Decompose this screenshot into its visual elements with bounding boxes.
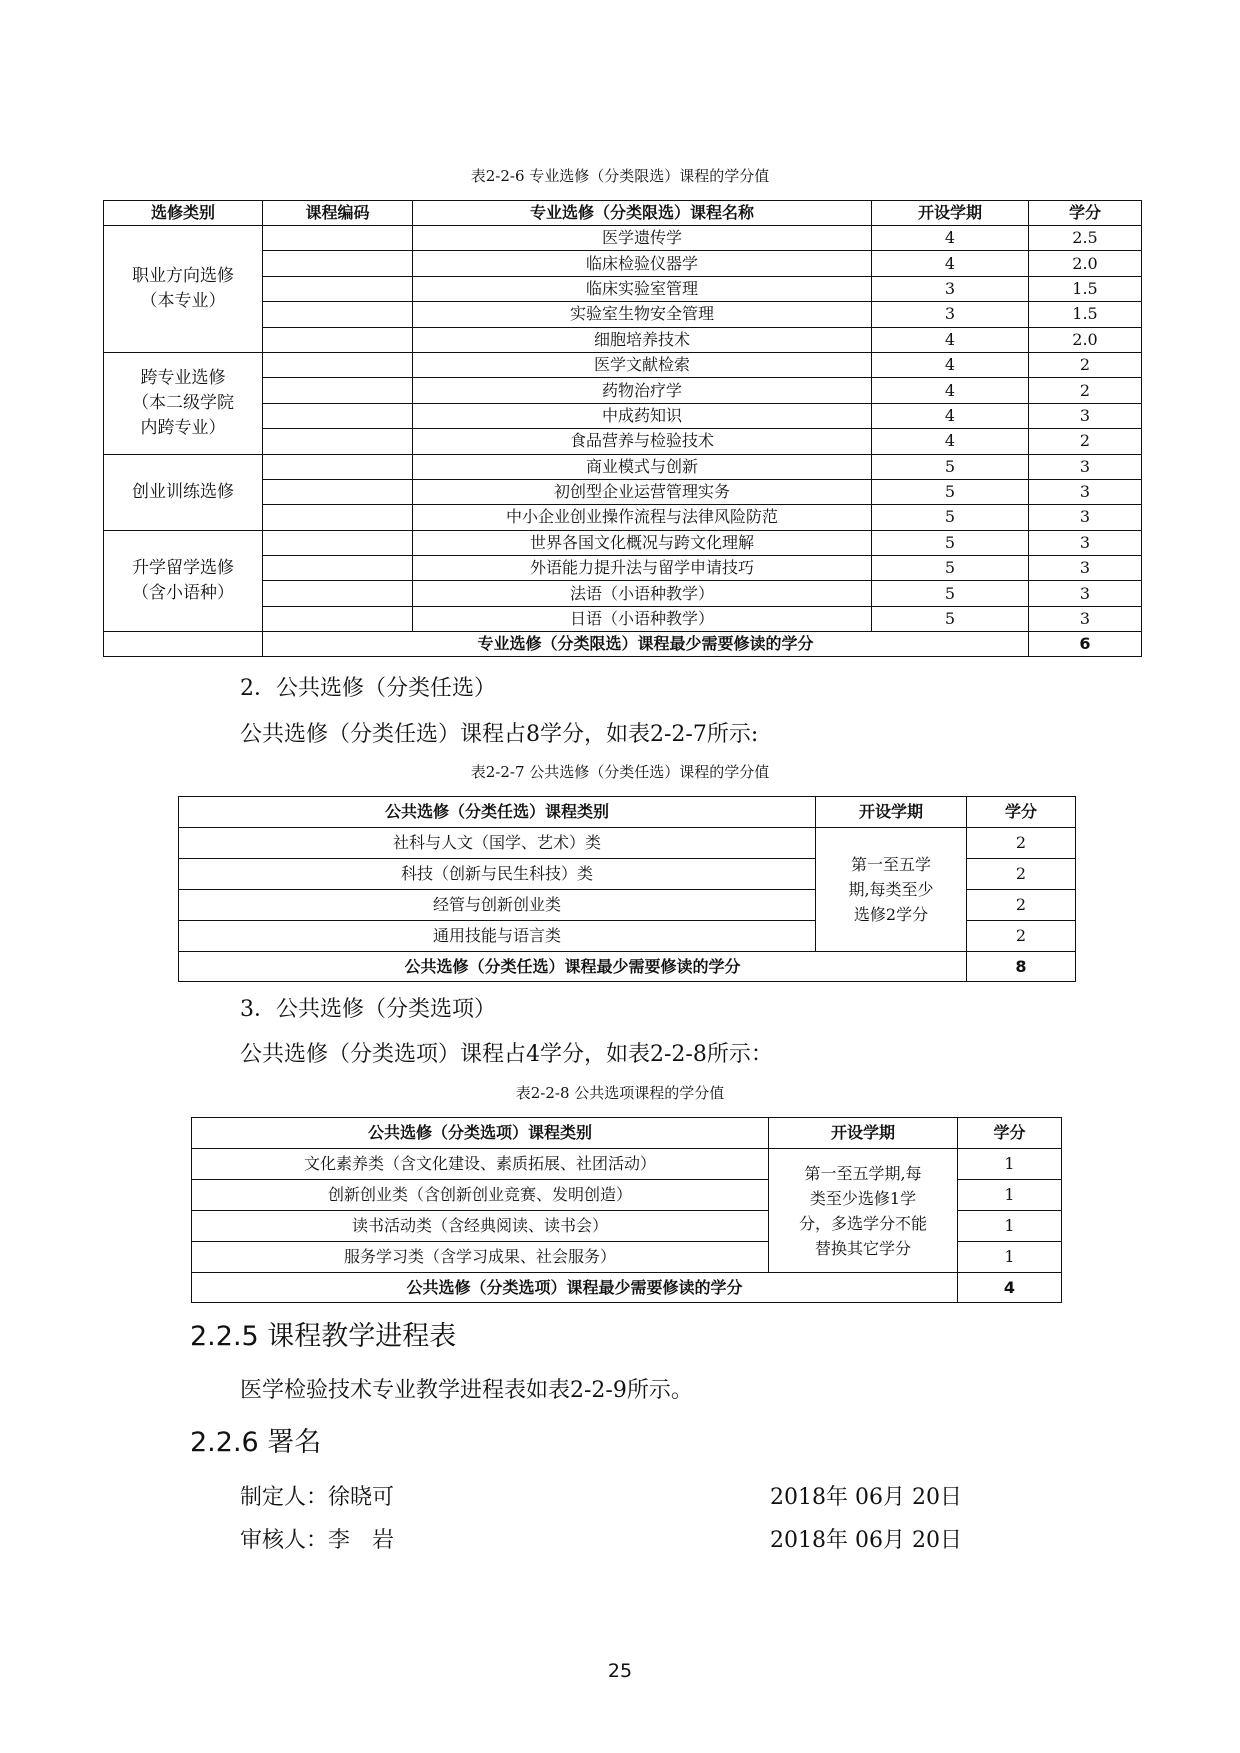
table6-code-cell bbox=[263, 226, 413, 251]
page-number: 25 bbox=[607, 1660, 633, 1682]
table6-code-cell bbox=[263, 479, 413, 504]
table6-header-name: 专业选修（分类限选）课程名称 bbox=[413, 201, 872, 226]
table6 bbox=[103, 200, 1142, 657]
maker-label: 制定人：徐晓可 bbox=[240, 1485, 395, 1510]
table7-total-value: 8 bbox=[967, 952, 1076, 982]
table6-term: 4 bbox=[872, 403, 1029, 428]
table-row bbox=[104, 454, 1142, 479]
table8-total-row bbox=[192, 1273, 1062, 1303]
table6-category: 升学留学选修（含小语种） bbox=[104, 530, 263, 632]
table6-credit: 1.5 bbox=[1029, 302, 1142, 327]
table6-credit: 3 bbox=[1029, 403, 1142, 428]
table6-credit: 3 bbox=[1029, 530, 1142, 555]
reviewer-date: 2018年 06月 20日 bbox=[770, 1528, 962, 1553]
table6-code-cell bbox=[263, 581, 413, 606]
table6-total-blank bbox=[104, 632, 263, 657]
table6-course-name: 医学遗传学 bbox=[413, 226, 872, 251]
table6-term: 5 bbox=[872, 454, 1029, 479]
table6-code-cell bbox=[263, 530, 413, 555]
table7-category-name: 通用技能与语言类 bbox=[179, 921, 816, 952]
table6-term: 4 bbox=[872, 352, 1029, 377]
table6-code-cell bbox=[263, 327, 413, 352]
table8-caption: 表2-2-8 公共选项课程的学分值 bbox=[515, 1084, 725, 1102]
table6-credit: 3 bbox=[1029, 556, 1142, 581]
table6-credit: 2 bbox=[1029, 429, 1142, 454]
table6-header-credit: 学分 bbox=[1029, 201, 1142, 226]
section-226-heading: 2.2.6 署名 bbox=[190, 1427, 322, 1458]
table6-term: 3 bbox=[872, 276, 1029, 301]
table8-category-name: 读书活动类（含经典阅读、读书会） bbox=[192, 1211, 769, 1242]
table8 bbox=[191, 1117, 1062, 1303]
table7-credit: 2 bbox=[967, 890, 1076, 921]
section3-paragraph: 公共选修（分类选项）课程占4学分，如表2-2-8所示： bbox=[240, 1042, 773, 1067]
table6-course-name: 临床检验仪器学 bbox=[413, 251, 872, 276]
table6-course-name: 日语（小语种教学） bbox=[413, 606, 872, 631]
table6-course-name: 食品营养与检验技术 bbox=[413, 429, 872, 454]
table6-credit: 1.5 bbox=[1029, 276, 1142, 301]
table7-term-note: 第一至五学期,每类至少选修2学分 bbox=[816, 828, 967, 952]
table6-code-cell bbox=[263, 556, 413, 581]
table6-code-cell bbox=[263, 403, 413, 428]
section-225-heading: 2.2.5 课程教学进程表 bbox=[190, 1321, 457, 1352]
section-225-paragraph: 医学检验技术专业教学进程表如表2-2-9所示。 bbox=[240, 1378, 693, 1403]
table6-course-name: 外语能力提升法与留学申请技巧 bbox=[413, 556, 872, 581]
table6-term: 4 bbox=[872, 327, 1029, 352]
table6-caption: 表2-2-6 专业选修（分类限选）课程的学分值 bbox=[470, 167, 770, 185]
table6-term: 5 bbox=[872, 479, 1029, 504]
table8-term-note: 第一至五学期,每类至少选修1学分，多选学分不能替换其它学分 bbox=[769, 1149, 958, 1273]
table7-credit: 2 bbox=[967, 859, 1076, 890]
table8-category-name: 文化素养类（含文化建设、素质拓展、社团活动） bbox=[192, 1149, 769, 1180]
table8-credit: 1 bbox=[958, 1211, 1062, 1242]
table7-category-name: 经管与创新创业类 bbox=[179, 890, 816, 921]
table6-total-label: 专业选修（分类限选）课程最少需要修读的学分 bbox=[263, 632, 1029, 657]
table6-term: 5 bbox=[872, 530, 1029, 555]
table6-code-cell bbox=[263, 505, 413, 530]
table6-term: 5 bbox=[872, 556, 1029, 581]
table-row bbox=[104, 530, 1142, 555]
table6-total-value: 6 bbox=[1029, 632, 1142, 657]
table6-code-cell bbox=[263, 454, 413, 479]
table6-course-name: 药物治疗学 bbox=[413, 378, 872, 403]
table-row bbox=[179, 828, 1076, 859]
table8-credit: 1 bbox=[958, 1149, 1062, 1180]
table6-course-name: 医学文献检索 bbox=[413, 352, 872, 377]
table6-course-name: 法语（小语种教学） bbox=[413, 581, 872, 606]
table6-credit: 2 bbox=[1029, 352, 1142, 377]
table7-credit: 2 bbox=[967, 921, 1076, 952]
table7-credit: 2 bbox=[967, 828, 1076, 859]
reviewer-label: 审核人：李 岩 bbox=[240, 1528, 395, 1553]
table6-credit: 2.0 bbox=[1029, 327, 1142, 352]
table-row bbox=[192, 1149, 1062, 1180]
table6-credit: 2.5 bbox=[1029, 226, 1142, 251]
table7-header-credit: 学分 bbox=[967, 797, 1076, 828]
table6-credit: 2.0 bbox=[1029, 251, 1142, 276]
table6-term: 4 bbox=[872, 378, 1029, 403]
table7-total-label: 公共选修（分类任选）课程最少需要修读的学分 bbox=[179, 952, 967, 982]
table6-course-name: 中成药知识 bbox=[413, 403, 872, 428]
table8-header-category: 公共选修（分类选项）课程类别 bbox=[192, 1118, 769, 1149]
table6-term: 5 bbox=[872, 581, 1029, 606]
table7-category-name: 科技（创新与民生科技）类 bbox=[179, 859, 816, 890]
table6-total-row bbox=[104, 632, 1142, 657]
table6-course-name: 实验室生物安全管理 bbox=[413, 302, 872, 327]
table6-term: 3 bbox=[872, 302, 1029, 327]
table6-credit: 3 bbox=[1029, 479, 1142, 504]
table6-course-name: 初创型企业运营管理实务 bbox=[413, 479, 872, 504]
table6-code-cell bbox=[263, 429, 413, 454]
table6-code-cell bbox=[263, 606, 413, 631]
section2-paragraph: 公共选修（分类任选）课程占8学分，如表2-2-7所示: bbox=[240, 722, 759, 747]
table8-header-credit: 学分 bbox=[958, 1118, 1062, 1149]
table6-course-name: 中小企业创业操作流程与法律风险防范 bbox=[413, 505, 872, 530]
maker-date: 2018年 06月 20日 bbox=[770, 1485, 962, 1510]
table8-category-name: 服务学习类（含学习成果、社会服务） bbox=[192, 1242, 769, 1273]
table6-header-code: 课程编码 bbox=[263, 201, 413, 226]
table6-course-name: 临床实验室管理 bbox=[413, 276, 872, 301]
table7-total-row bbox=[179, 952, 1076, 982]
table6-credit: 3 bbox=[1029, 505, 1142, 530]
table8-total-label: 公共选修（分类选项）课程最少需要修读的学分 bbox=[192, 1273, 958, 1303]
table7-category-name: 社科与人文（国学、艺术）类 bbox=[179, 828, 816, 859]
table6-header-term: 开设学期 bbox=[872, 201, 1029, 226]
table-row bbox=[104, 352, 1142, 377]
section2-title: 2．公共选修（分类任选） bbox=[240, 676, 496, 701]
table8-category-name: 创新创业类（含创新创业竞赛、发明创造） bbox=[192, 1180, 769, 1211]
table8-total-value: 4 bbox=[958, 1273, 1062, 1303]
table6-category: 跨专业选修（本二级学院内跨专业） bbox=[104, 352, 263, 454]
table6-course-name: 细胞培养技术 bbox=[413, 327, 872, 352]
table6-category: 职业方向选修（本专业） bbox=[104, 226, 263, 353]
table6-term: 4 bbox=[872, 429, 1029, 454]
table7-caption: 表2-2-7 公共选修（分类任选）课程的学分值 bbox=[470, 763, 770, 781]
table6-term: 5 bbox=[872, 505, 1029, 530]
table6-header-category: 选修类别 bbox=[104, 201, 263, 226]
table8-credit: 1 bbox=[958, 1242, 1062, 1273]
table6-code-cell bbox=[263, 276, 413, 301]
table6-course-name: 商业模式与创新 bbox=[413, 454, 872, 479]
table6-credit: 3 bbox=[1029, 454, 1142, 479]
table6-code-cell bbox=[263, 352, 413, 377]
section3-title: 3．公共选修（分类选项） bbox=[240, 997, 496, 1022]
table7 bbox=[178, 796, 1076, 982]
table-row bbox=[104, 226, 1142, 251]
table6-term: 4 bbox=[872, 251, 1029, 276]
table6-credit: 2 bbox=[1029, 378, 1142, 403]
table6-code-cell bbox=[263, 302, 413, 327]
table8-header-term: 开设学期 bbox=[769, 1118, 958, 1149]
table6-course-name: 世界各国文化概况与跨文化理解 bbox=[413, 530, 872, 555]
table7-header-term: 开设学期 bbox=[816, 797, 967, 828]
table6-category: 创业训练选修 bbox=[104, 454, 263, 530]
table6-credit: 3 bbox=[1029, 606, 1142, 631]
table6-code-cell bbox=[263, 378, 413, 403]
table6-term: 5 bbox=[872, 606, 1029, 631]
table8-credit: 1 bbox=[958, 1180, 1062, 1211]
table6-credit: 3 bbox=[1029, 581, 1142, 606]
table6-term: 4 bbox=[872, 226, 1029, 251]
table7-header-category: 公共选修（分类任选）课程类别 bbox=[179, 797, 816, 828]
table6-code-cell bbox=[263, 251, 413, 276]
